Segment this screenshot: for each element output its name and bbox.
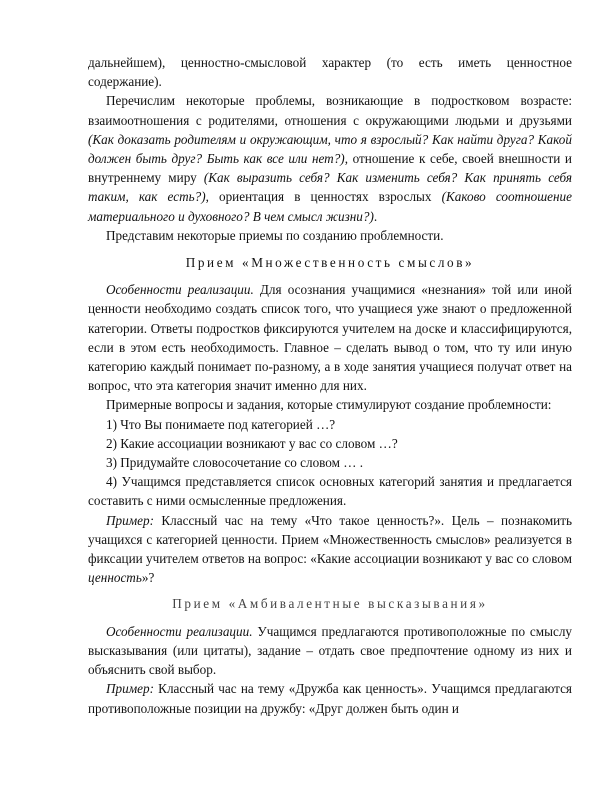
list-item-1: 1) Что Вы понимаете под категорией …? xyxy=(106,416,336,432)
italic-questions-3: (Каково соотношение материального и духовного? В чем смысл жизни?) xyxy=(88,189,573,224)
paragraph-intro-end: дальнейшем), ценностно-смысловой характер (то есть иметь ценностное содержание). xyxy=(88,55,572,90)
label-features: Особенности реализации. xyxy=(106,623,253,639)
text: Учащимся предлагаются противоположные по смыслу высказывания (или цитаты), задание – отдать свое предпочтение одному из них и объяснить свой выбор. xyxy=(88,623,572,678)
text: »? xyxy=(141,570,155,586)
text: Перечислим некоторые проблемы, возникающие в подростковом возрасте: взаимоотношения с родителями, отношения с окружающими людьми и друзьями xyxy=(88,93,572,128)
text: Для осознания учащимися «незнания» той или иной ценности необходимо создать список того, что учащиеся уже знают о предложенной категории. Ответы подростков фиксируются учителем на доске и классифицируются, если в этом есть необходимость. Главное – сделать вывод о том, что ту или иную категорию каждый понимает по-разному, а в ходе занятия учащиеся получат ответ на вопрос, что эта категория значит именно для них. xyxy=(88,282,572,394)
list-item-4: 4) Учащимся представляется список основных категорий занятия и предлагается составить с ними осмысленные предложения. xyxy=(88,474,572,509)
text: , отношение к себе, своей внешности и внутреннему миру xyxy=(88,151,572,186)
label-example: Пример: xyxy=(106,512,154,528)
paragraph-features-1 xyxy=(88,280,572,395)
italic-word: ценность xyxy=(88,570,142,586)
paragraph-example-1 xyxy=(88,511,572,588)
label-example: Пример: xyxy=(106,681,154,697)
label-features: Особенности реализации. xyxy=(106,282,254,298)
heading-multiple-meanings: Прием «Множественность смыслов» xyxy=(185,255,475,271)
document-page xyxy=(88,53,572,718)
paragraph-example-2 xyxy=(88,679,572,717)
paragraph-problems xyxy=(88,91,572,225)
text: , ориентация в ценностях взрослых xyxy=(205,189,442,205)
paragraph-techniques-intro: Представим некоторые приемы по созданию проблемности. xyxy=(106,227,444,243)
text: . xyxy=(373,208,378,224)
heading-ambivalent-statements: Прием «Амбивалентные высказывания» xyxy=(172,596,488,612)
text: Классный час на тему «Дружба как ценность». Учащимся предлагаются противоположные позиции на дружбу: «Друг должен быть один и xyxy=(88,681,572,716)
list-item-3: 3) Придумайте словосочетание со словом … . xyxy=(106,455,364,471)
italic-questions-2: (Как выразить себя? Как изменить себя? Как принять себя таким, как есть?) xyxy=(88,170,572,205)
text: Классный час на тему «Что такое ценность?». Цель – познакомить учащихся с категорией ценности. Прием «Множественность смыслов» реализуется в фиксации учителем ответов на вопрос: «Какие ассоциации возникают у вас со словом xyxy=(88,512,572,567)
paragraph-features-2 xyxy=(88,622,572,680)
italic-questions-1: (Как доказать родителям и окружающим, что я взрослый? Как найти друга? Какой должен быть друг? Быть как все или нет?) xyxy=(88,131,572,167)
paragraph-sample-questions: Примерные вопросы и задания, которые стимулируют создание проблемности: xyxy=(106,397,552,413)
list-item-2: 2) Какие ассоциации возникают у вас со словом …? xyxy=(106,435,398,451)
